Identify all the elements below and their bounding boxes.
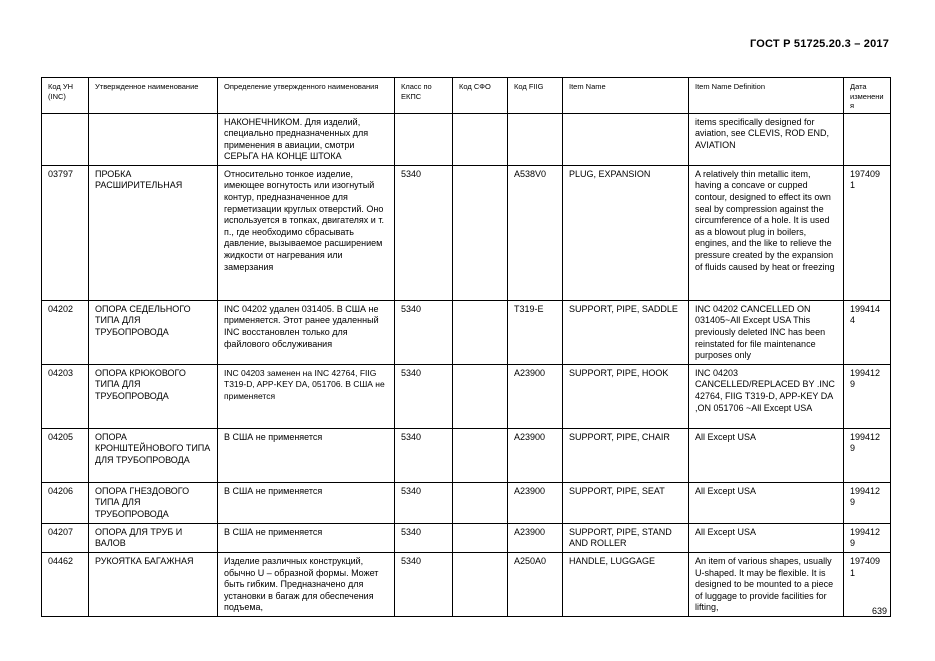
class-cell: 5340 bbox=[395, 523, 453, 552]
definition-en-cell: All Except USA bbox=[689, 482, 844, 523]
fiig-cell: A23900 bbox=[508, 364, 563, 428]
column-header: Определение утвержденного наименования bbox=[218, 78, 395, 114]
sfo-cell bbox=[453, 113, 508, 165]
inc-cell: 04203 bbox=[42, 364, 89, 428]
class-cell: 5340 bbox=[395, 428, 453, 482]
date-cell bbox=[844, 113, 891, 165]
definition-en-cell: A relatively thin metallic item, having a concave or cupped contour, designed to effect its own seal by compression against the circumference of a hole. It is used as a blowout plug in boilers, engines, and the like to relieve the pressure created by the expansion of fluids caused by heat or freezing bbox=[689, 165, 844, 300]
item-name-cell: HANDLE, LUGGAGE bbox=[563, 553, 689, 617]
name-cell bbox=[89, 113, 218, 165]
column-header: Item Name Definition bbox=[689, 78, 844, 114]
date-cell: 1994129 bbox=[844, 523, 891, 552]
definition-ru-cell: В США не применяется bbox=[218, 523, 395, 552]
fiig-cell: A23900 bbox=[508, 482, 563, 523]
item-name-cell: SUPPORT, PIPE, STAND AND ROLLER bbox=[563, 523, 689, 552]
document-header: ГОСТ Р 51725.20.3 – 2017 bbox=[750, 38, 890, 50]
inc-cell: 04206 bbox=[42, 482, 89, 523]
column-header: Класс по ЕКПС bbox=[395, 78, 453, 114]
date-cell: 1994129 bbox=[844, 364, 891, 428]
item-name-cell: SUPPORT, PIPE, CHAIR bbox=[563, 428, 689, 482]
date-cell: 1994129 bbox=[844, 428, 891, 482]
name-cell: ОПОРА ГНЕЗДОВОГО ТИПА ДЛЯ ТРУБОПРОВОДА bbox=[89, 482, 218, 523]
inc-cell: 04205 bbox=[42, 428, 89, 482]
definition-en-cell: An item of various shapes, usually U-shaped. It may be flexible. It is designed to be mounted to a piece of luggage to provide facilities for lifting, bbox=[689, 553, 844, 617]
definition-ru-cell: INC 04203 заменен на INC 42764, FIIG T319-D, APP-KEY DA, 051706. В США не применяется bbox=[218, 364, 395, 428]
item-name-cell bbox=[563, 113, 689, 165]
inc-cell: 04207 bbox=[42, 523, 89, 552]
fiig-cell: A23900 bbox=[508, 523, 563, 552]
sfo-cell bbox=[453, 165, 508, 300]
definition-ru-cell: В США не применяется bbox=[218, 482, 395, 523]
date-cell: 1974091 bbox=[844, 553, 891, 617]
class-cell bbox=[395, 113, 453, 165]
table-row bbox=[42, 553, 891, 617]
table-row bbox=[42, 364, 891, 428]
table-row bbox=[42, 113, 891, 165]
name-cell: ПРОБКА РАСШИРИТЕЛЬНАЯ bbox=[89, 165, 218, 300]
column-header: Код FIIG bbox=[508, 78, 563, 114]
table-row bbox=[42, 165, 891, 300]
sfo-cell bbox=[453, 553, 508, 617]
item-name-cell: SUPPORT, PIPE, SEAT bbox=[563, 482, 689, 523]
class-cell: 5340 bbox=[395, 165, 453, 300]
class-cell: 5340 bbox=[395, 364, 453, 428]
column-header: Код УН (INC) bbox=[42, 78, 89, 114]
class-cell: 5340 bbox=[395, 553, 453, 617]
sfo-cell bbox=[453, 428, 508, 482]
inc-cell: 03797 bbox=[42, 165, 89, 300]
column-header: Item Name bbox=[563, 78, 689, 114]
fiig-cell: A23900 bbox=[508, 428, 563, 482]
inc-cell: 04202 bbox=[42, 300, 89, 364]
name-cell: ОПОРА КРОНШТЕЙНОВОГО ТИПА ДЛЯ ТРУБОПРОВОДА bbox=[89, 428, 218, 482]
inc-cell: 04462 bbox=[42, 553, 89, 617]
item-name-cell: SUPPORT, PIPE, HOOK bbox=[563, 364, 689, 428]
fiig-cell: A538V0 bbox=[508, 165, 563, 300]
column-header: Код СФО bbox=[453, 78, 508, 114]
date-cell: 1974091 bbox=[844, 165, 891, 300]
fiig-cell: T319-E bbox=[508, 300, 563, 364]
date-cell: 1994129 bbox=[844, 482, 891, 523]
table-row bbox=[42, 523, 891, 552]
name-cell: РУКОЯТКА БАГАЖНАЯ bbox=[89, 553, 218, 617]
date-cell: 1994144 bbox=[844, 300, 891, 364]
items-table bbox=[41, 77, 891, 617]
definition-ru-cell: Относительно тонкое изделие, имеющее вогнутость или изогнутый контур, предназначенное для герметизации круглых отверстий. Оно используется в топках, двигателях и т. п., где необходимо сбрасывать давление, вызываемое расширением жидкости от нагревания или замерзания bbox=[218, 165, 395, 300]
inc-cell bbox=[42, 113, 89, 165]
sfo-cell bbox=[453, 523, 508, 552]
sfo-cell bbox=[453, 300, 508, 364]
fiig-cell bbox=[508, 113, 563, 165]
column-header: Утвержденное наименование bbox=[89, 78, 218, 114]
class-cell: 5340 bbox=[395, 482, 453, 523]
definition-en-cell: items specifically designed for aviation, see CLEVIS, ROD END, AVIATION bbox=[689, 113, 844, 165]
definition-ru-cell: В США не применяется bbox=[218, 428, 395, 482]
definition-ru-cell: INC 04202 удален 031405. В США не применяется. Этот ранее удаленный INC восстановлен только для файлового обслуживания bbox=[218, 300, 395, 364]
definition-en-cell: All Except USA bbox=[689, 428, 844, 482]
fiig-cell: A250A0 bbox=[508, 553, 563, 617]
item-name-cell: PLUG, EXPANSION bbox=[563, 165, 689, 300]
definition-ru-cell: НАКОНЕЧНИКОМ. Для изделий, специально предназначенных для применения в авиации, смотри СЕРЬГА НА КОНЦЕ ШТОКА bbox=[218, 113, 395, 165]
item-name-cell: SUPPORT, PIPE, SADDLE bbox=[563, 300, 689, 364]
sfo-cell bbox=[453, 482, 508, 523]
table-row bbox=[42, 482, 891, 523]
page-number: 639 bbox=[872, 606, 888, 616]
class-cell: 5340 bbox=[395, 300, 453, 364]
table-row bbox=[42, 428, 891, 482]
definition-en-cell: INC 04202 CANCELLED ON 031405~All Except USA This previously deleted INC has been reinstated for file maintenance purposes only bbox=[689, 300, 844, 364]
definition-ru-cell: Изделие различных конструкций, обычно U – образной формы. Может быть гибким. Предназначено для установки в багаж для обеспечения подъема, bbox=[218, 553, 395, 617]
table-row bbox=[42, 300, 891, 364]
definition-en-cell: All Except USA bbox=[689, 523, 844, 552]
definition-en-cell: INC 04203 CANCELLED/REPLACED BY .INC 42764, FIIG T319-D, APP-KEY DA ,ON 051706 ~All Except USA bbox=[689, 364, 844, 428]
column-header: Дата изменения bbox=[844, 78, 891, 114]
name-cell: ОПОРА СЕДЕЛЬНОГО ТИПА ДЛЯ ТРУБОПРОВОДА bbox=[89, 300, 218, 364]
name-cell: ОПОРА ДЛЯ ТРУБ И ВАЛОВ bbox=[89, 523, 218, 552]
sfo-cell bbox=[453, 364, 508, 428]
table-header-row bbox=[42, 78, 891, 114]
name-cell: ОПОРА КРЮКОВОГО ТИПА ДЛЯ ТРУБОПРОВОДА bbox=[89, 364, 218, 428]
